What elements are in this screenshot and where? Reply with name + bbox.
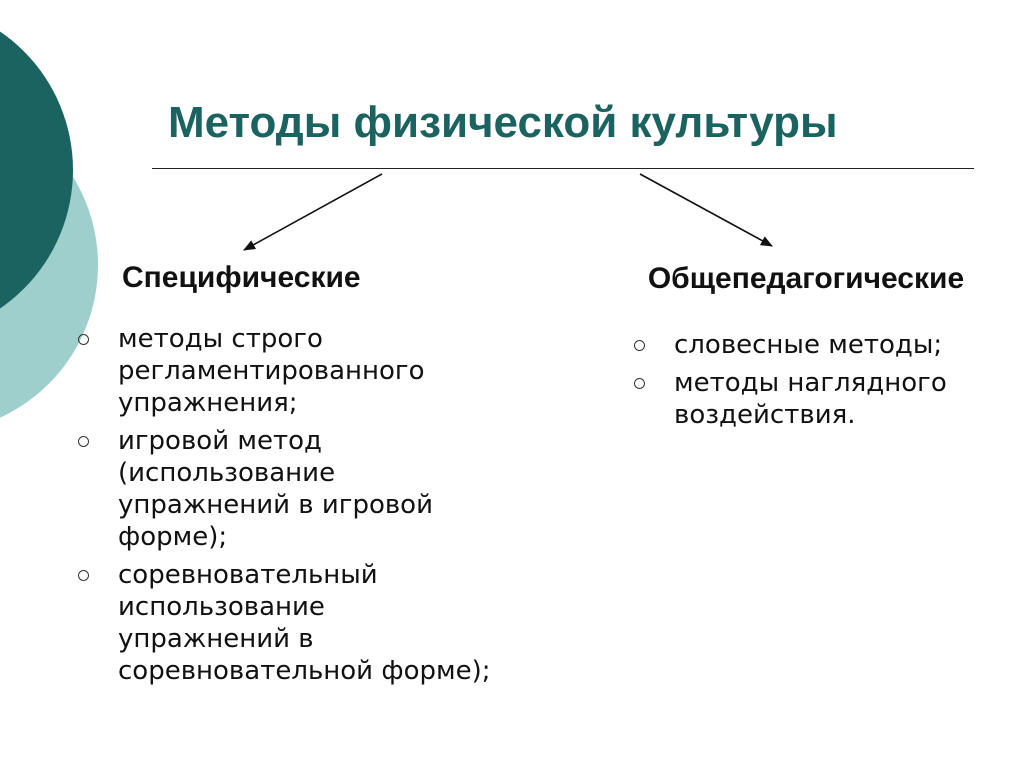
slide-title: Методы физической культуры <box>168 98 838 147</box>
bullet-icon <box>78 436 89 447</box>
list-item-text: словесные методы; <box>674 330 943 360</box>
branch-heading-specific: Специфические <box>122 261 361 294</box>
bullet-icon <box>78 334 89 345</box>
list-item <box>78 425 498 553</box>
arrow-right <box>640 174 772 246</box>
bullet-icon <box>634 378 645 389</box>
list-item <box>634 329 1014 361</box>
bullet-icon <box>634 340 645 351</box>
arrow-left <box>244 174 382 250</box>
list-item-text: игровой метод (использование упражнений в игровой форме); <box>118 426 433 552</box>
general-methods-list <box>634 329 1014 437</box>
branch-heading-general: Общепедагогические <box>647 262 965 295</box>
list-item <box>634 367 1014 431</box>
list-item-text: соревновательный использование упражнений в соревновательной форме); <box>118 560 491 686</box>
list-item-text: методы наглядного воздействия. <box>674 368 947 430</box>
list-item <box>78 323 498 419</box>
list-item <box>78 559 498 687</box>
bullet-icon <box>78 570 89 581</box>
list-item-text: методы строго регламентированного упражнения; <box>118 324 425 418</box>
title-underline <box>152 168 974 169</box>
specific-methods-list <box>78 323 498 693</box>
